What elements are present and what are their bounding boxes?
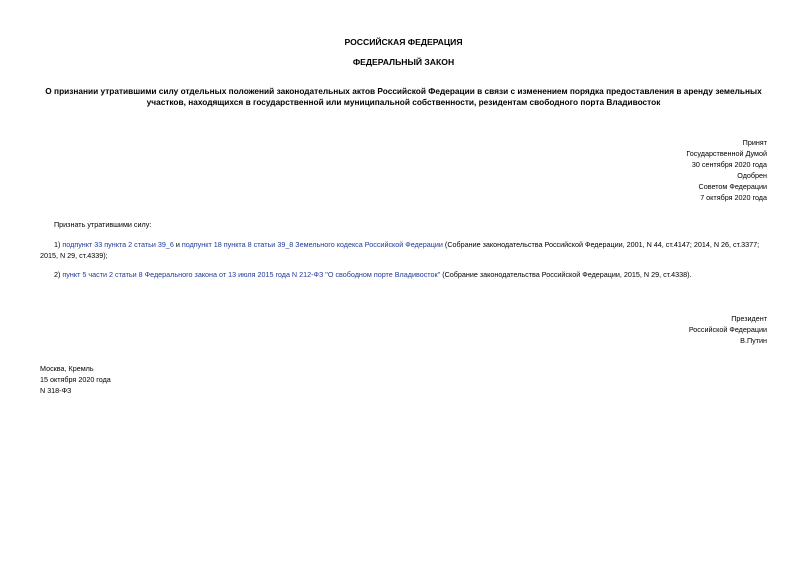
item1-prefix: 1) [54, 240, 63, 249]
item1-suffix: (Собрание законодательства Российской Федерации, 2001, N 44, ст.4147; 2014, N 26, ст.3377; 2015, N 29, ст.4339); [40, 240, 760, 260]
signing-info [40, 363, 111, 396]
country-heading: РОССИЙСКАЯ ФЕДЕРАЦИЯ [344, 37, 463, 47]
signature-name: В.Путин [740, 336, 767, 345]
approved-date: 7 октября 2020 года [700, 193, 767, 202]
list-item-1 [40, 239, 768, 261]
law-number: N 318-ФЗ [40, 386, 72, 395]
law-type-heading: ФЕДЕРАЛЬНЫЙ ЗАКОН [352, 57, 455, 67]
approved-label: Одобрен [737, 171, 767, 180]
item2-prefix: 2) [54, 270, 63, 279]
approved-by: Советом Федерации [698, 182, 767, 191]
signature-title: Президент [731, 314, 767, 323]
signature-block [689, 313, 767, 346]
item2-suffix: (Собрание законодательства Российской Федерации, 2015, N 29, ст.4338). [440, 270, 692, 279]
signing-date: 15 октября 2020 года [40, 375, 111, 384]
intro-paragraph: Признать утратившими силу: [54, 220, 152, 229]
signature-country: Российской Федерации [688, 325, 767, 334]
list-item-2 [40, 270, 768, 280]
signing-place: Москва, Кремль [40, 364, 94, 373]
item2-link-federal-law-212[interactable]: пункт 5 части 2 статьи 8 Федерального закона от 13 июля 2015 года N 212-ФЗ "О свободном порте Владивосток" [62, 270, 441, 279]
law-title: О признании утратившими силу отдельных положений законодательных актов Российской Федерации в связи с изменением порядка предоставления в аренду земельных участков, находящихся в государственной или муниципальной собственности, резидентам свободного порта Владивосток [45, 86, 762, 108]
adopted-by: Государственной Думой [686, 149, 767, 158]
item1-link-land-code[interactable]: подпункт 18 пункта 8 статьи 39_8 Земельного кодекса Российской Федерации [181, 240, 443, 249]
item1-link-article-39-6[interactable]: подпункт 33 пункта 2 статьи 39_6 [62, 240, 174, 249]
adoption-block [686, 137, 767, 203]
adopted-label: Принят [742, 138, 767, 147]
item1-mid: и [173, 240, 182, 249]
adopted-date: 30 сентября 2020 года [691, 160, 767, 169]
